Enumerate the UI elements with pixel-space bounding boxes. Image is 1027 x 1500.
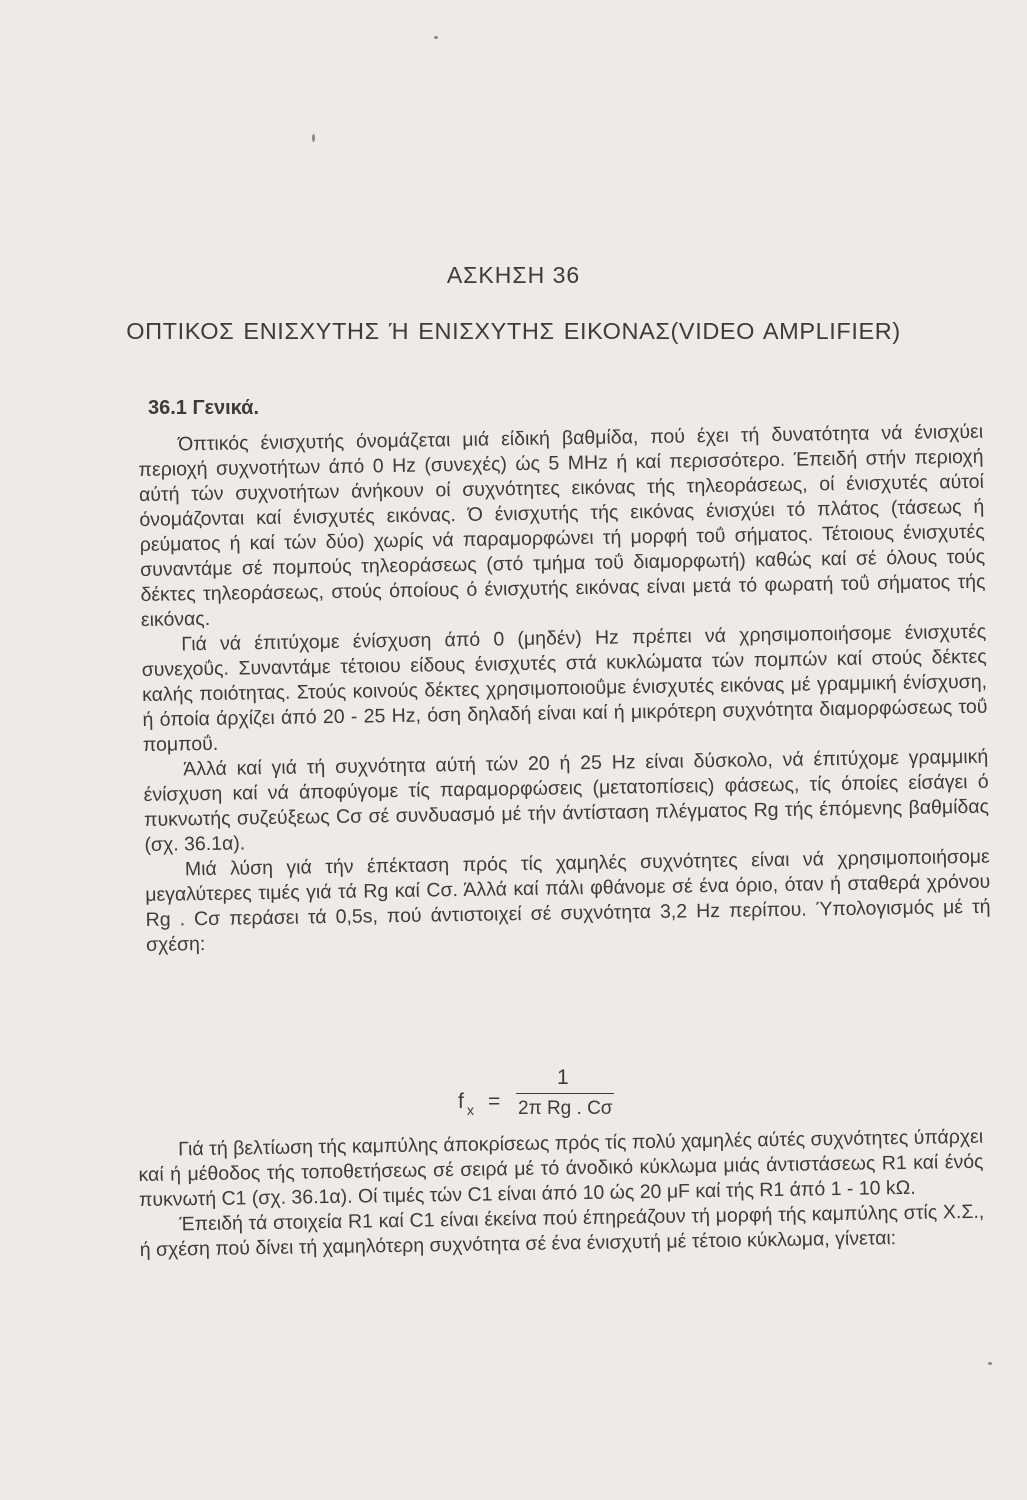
text-block-2 <box>138 1125 985 1263</box>
fraction-bar <box>516 1093 614 1094</box>
paragraph: Έπειδή τά στοιχεία R1 καί C1 είναι έκείνα πού έπηρεάζουν τή μορφή τής καμπύλης στίς Χ.Σ., ή σχέση πού δίνει τή χαμηλότερη συχνότητα σέ ένα ένισχυτή μέ τέτοιο κύκλωμα, γίνεται: <box>139 1200 985 1261</box>
paragraph: Μιά λύση γιά τήν έπέκταση πρός τίς χαμηλές συχνότητες είναι νά χρησιμοποιήσομε μεγαλύτερες τιμές γιά τά Rg καί Cσ. Άλλά καί πάλι φθάνομε σέ ένα όριο, όταν ή σταθερά χρόνου Rg . Cσ περάσει τά 0,5s, πού άντιστοιχεί σέ συχνότητα 3,2 Hz περίπου. Ύπολογισμός μέ τή σχέση: <box>145 845 991 956</box>
paragraph: Γιά τή βελτίωση τής καμπύλης άποκρίσεως πρός τίς πολύ χαμηλές αύτές συχνότητες ύπάρχει καί ή μέθοδος τής τοποθετήσεως σέ σειρά μέ τό άνοδικό κύκλωμα μιάς άντιστάσεως R1 καί ένός πυκνωτή C1 (σχ. 36.1α). Οί τιμές τών C1 είναι άπό 10 ώς 20 μF καί τής R1 άπό 1 - 10 kΩ. <box>138 1125 984 1211</box>
scan-speck <box>434 36 438 39</box>
formula-numerator: 1 <box>557 1066 569 1089</box>
exercise-number: ΑΣΚΗΣΗ 36 <box>446 262 581 288</box>
paragraph: Γιά νά έπιτύχομε ένίσχυση άπό 0 (μηδέν) Hz πρέπει νά χρησιμοποιήσομε ένισχυτές συνεχοΰς. Συναντάμε τέτοιου είδους ένισχυτές στά κυκλώματα τών πομπών καί στούς δέκτες καλής ποιότητας. Στούς κοινούς δέκτες χρησιμοποιοΰμε ένισχυτές εικόνας μέ γραμμική ένίσχυση, ή όποία άρχίζει άπό 20 - 25 Hz, όση δηλαδή είναι καί ή μικρότερη συχνότητα διαμορφώσεως τοΰ πομποΰ. <box>141 620 988 756</box>
formula-lhs: f <box>458 1090 464 1113</box>
paragraph: Άλλά καί γιά τή συχνότητα αύτή τών 20 ή 25 Hz είναι δύσκολο, νά έπιτύχομε γραμμική ένίσχυση καί νά άποφύγομε τίς παραμορφώσεις (μετατοπίσεις) φάσεως, τίς όποίες είσάγει ό πυκνωτής συζεύξεως Cσ σέ συνδυασμό μέ τήν άντίσταση πλέγματος Rg τής έπόμενης βαθμίδας (σχ. 36.1α). <box>143 745 990 856</box>
formula-denominator: 2π Rg . Cσ <box>518 1098 613 1119</box>
scan-speck <box>988 1362 992 1365</box>
page-title: ΟΠΤΙΚΟΣ ΕΝΙΣΧΥΤΗΣ Ή ΕΝΙΣΧΥΤΗΣ ΕΙΚΟΝΑΣ(VIDEO AMPLIFIER) <box>126 318 901 344</box>
formula <box>0 1062 1027 1132</box>
scan-speck <box>312 134 315 142</box>
paragraph: Όπτικός ένισχυτής όνομάζεται μιά είδική βαθμίδα, πού έχει τή δυνατότητα νά ένισχύει περιοχή συχνοτήτων άπό 0 Hz (συνεχές) ώς 5 MHz ή καί περισσότερο. Έπειδή στήν περιοχή αύτή τών συχνοτήτων άνήκουν οί συχνότητες εικόνας τής τηλεοράσεως, οί ένισχυτές αύτοί όνομάζονται καί ένισχυτές εικόνας. Ό ένισχυτής τής εικόνας ένισχύει τό πλάτος (τάσεως ή ρεύματος ή καί τών δύο) χωρίς νά παραμορφώνει τή μορφή τοΰ σήματος. Τέτοιους ένισχυτές συναντάμε σέ πομπούς τηλεοράσεως (στό τμήμα τοΰ διαμορφωτή) καθώς καί σέ όλους τούς δέκτες τηλεοράσεως, στούς όποίους ό ένισχυτής εικόνας είναι μετά τό φωρατή τοΰ σήματος τής εικόνας. <box>138 420 986 631</box>
section-heading: 36.1 Γενικά. <box>148 397 260 419</box>
formula-lhs-subscript: x <box>467 1102 474 1118</box>
formula-equals: = <box>488 1090 501 1113</box>
text-block-1 <box>138 420 991 958</box>
